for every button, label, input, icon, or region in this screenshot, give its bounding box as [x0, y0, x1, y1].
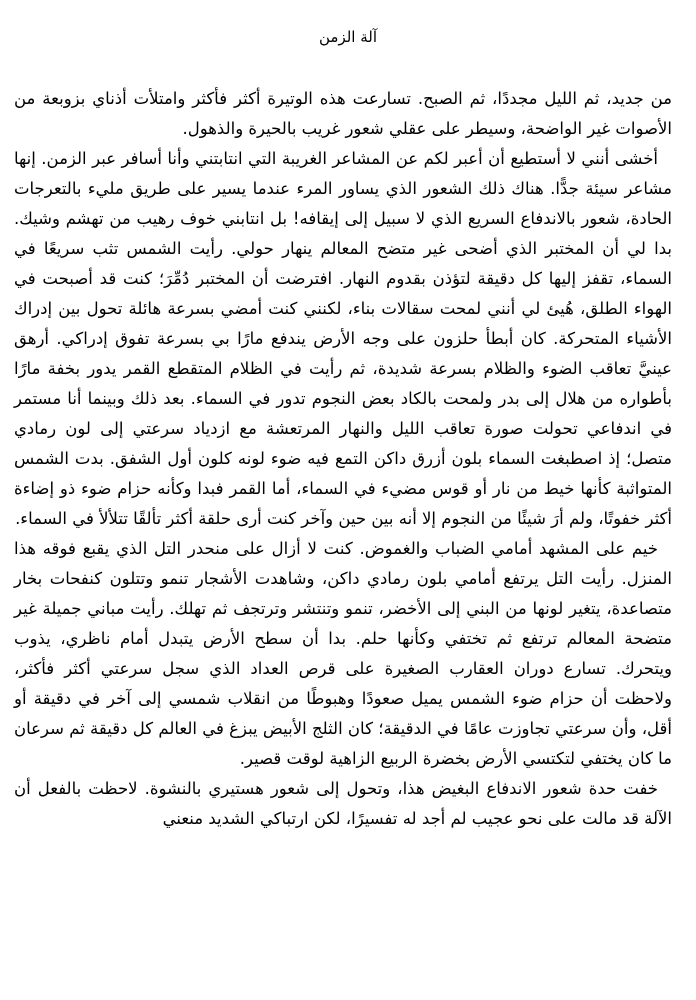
paragraph-3: خيم على المشهد أمامي الضباب والغموض. كنت لا أزال على منحدر التل الذي يقبع فوقه هذا المنزل. رأيت التل يرتفع أمامي بلون رمادي داكن، وشاهدت الأشجار تنمو وتتلون كنفحات بخار متصاعدة، يتغير لونها من البني إلى الأخضر، تنمو وتنتشر وترتجف ثم تهلك. رأيت مباني جميلة غير متضحة المعالم ترتفع ثم تختفي وكأنها حلم. بدا أن سطح الأرض يتبدل أمام ناظري، يذوب ويتحرك. تسارع دوران العقارب الصغيرة على قرص العداد الذي سجل سرعتي أكثر فأكثر، ولاحظت أن حزام ضوء الشمس يميل صعودًا وهبوطًا من انقلاب شمسي إلى آخر في دقيقة أو أقل، وأن سرعتي تجاوزت عامًا في الدقيقة؛ كان الثلج الأبيض يبزغ في العالم كل دقيقة ثم سرعان ما كان يختفي لتكتسي الأرض بخضرة الربيع الزاهية لوقت قصير. [14, 539, 672, 768]
paragraph-4: خفت حدة شعور الاندفاع البغيض هذا، وتحول إلى شعور هستيري بالنشوة. لاحظت بالفعل أن الآلة قد مالت على نحو عجيب لم أجد له تفسيرًا، لكن ارتباكي الشديد منعني [14, 779, 672, 828]
page-body-text [0, 84, 696, 834]
paragraph-1: من جديد، ثم الليل مجددًا، ثم الصبح. تسارعت هذه الوتيرة أكثر فأكثر وامتلأت أذناي بزوبعة من الأصوات غير الواضحة، وسيطر على عقلي شعور غريب بالحيرة والذهول. [14, 89, 672, 138]
paragraph-2: أخشى أنني لا أستطيع أن أعبر لكم عن المشاعر الغريبة التي انتابتني وأنا أسافر عبر الزمن. إنها مشاعر سيئة جدًّا. هناك ذلك الشعور الذي يساور المرء عندما يسير على طريق مليء بالتعرجات الحادة، شعور بالاندفاع السريع الذي لا سبيل إلى إيقافه! بل انتابني خوف رهيب من تهشم وشيك. بدا لي أن المختبر الذي أضحى غير متضح المعالم ينهار حولي. رأيت الشمس تثب سريعًا في السماء، تقفز إليها كل دقيقة لتؤذن بقدوم النهار. افترضت أن المختبر دُمِّرَ؛ كنت قد أصبحت في الهواء الطلق، هُيئ لي أنني لمحت سقالات بناء، لكنني كنت أمضي بسرعة هائلة تحول بين إدراك الأشياء المتحركة. كان أبطأ حلزون على وجه الأرض يندفع مارًا بي بسرعة تفوق إدراكي. أرهق عينيَّ تعاقب الضوء والظلام بسرعة شديدة، ثم رأيت في الظلام المتقطع القمر يدور بخفة مارًا بأطواره من هلال إلى بدر ولمحت بالكاد بعض النجوم تدور في السماء. بعد ذلك وبينما أنا مستمر في اندفاعي تحولت صورة تعاقب الليل والنهار المرتعشة مع ازدياد سرعتي إلى لون رمادي متصل؛ إذ اصطبغت السماء بلون أزرق داكن التمع فيه ضوء لونه كلون أول الشفق. بدت الشمس المتواثبة كأنها خيط من نار أو قوس مضيء في السماء، أما القمر فبدا وكأنه حزام ضوء ذو إضاءة أكثر خفوتًا، ولم أرَ شيئًا من النجوم إلا أنه بين حين وآخر كنت أرى حلقة أكثر تألقًا تتلألأ في السماء. [14, 149, 672, 528]
book-title: آلة الزمن [318, 28, 377, 46]
